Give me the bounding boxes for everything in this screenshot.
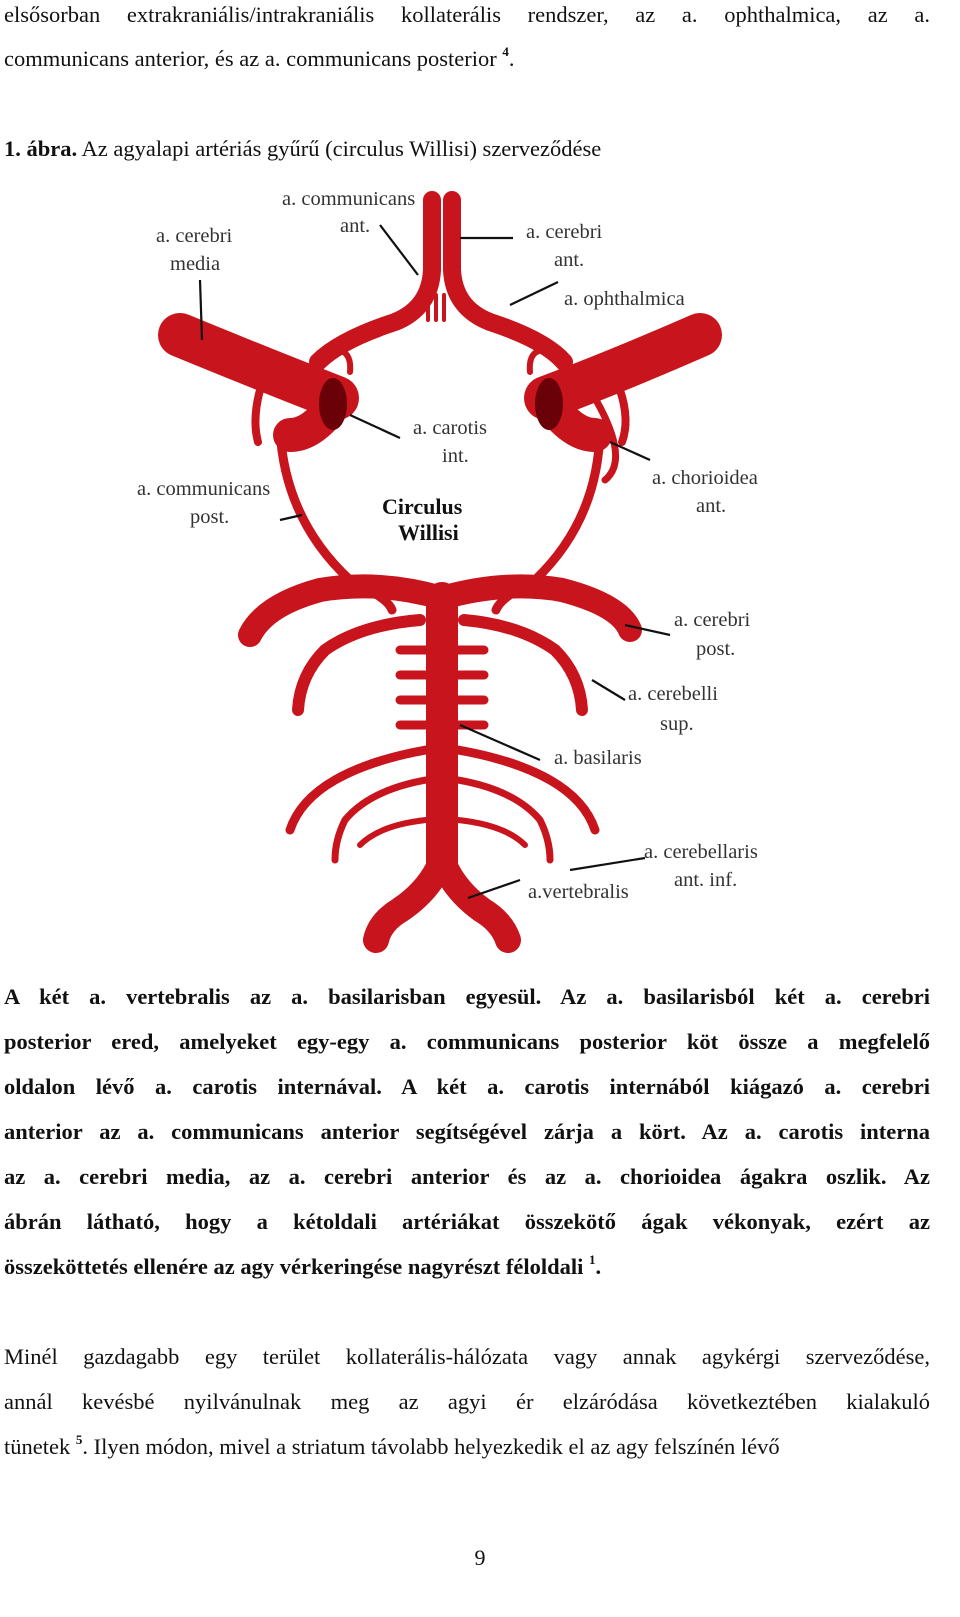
- label-cerebri-post-2: post.: [696, 638, 736, 660]
- bold-paragraph-line-7-end: .: [595, 1254, 602, 1279]
- bold-paragraph-line-7: [4, 1254, 930, 1280]
- leader-cerebellaris: [570, 858, 645, 870]
- bold-paragraph-line-4: anterior az a. communicans anterior segítségével zárja a kört. Az a. carotis interna: [4, 1119, 930, 1144]
- left-vertebral-vessel: [376, 860, 442, 940]
- intro-line-2-end: .: [508, 46, 515, 71]
- paragraph-2-line-3-start: tünetek: [4, 1434, 71, 1459]
- footnote-ref: 4: [502, 44, 509, 59]
- label-cerebri-ant-2: ant.: [554, 249, 585, 271]
- bold-paragraph-line-1: A két a. vertebralis az a. basilarisban egyesül. Az a. basilarisból két a. cerebri: [4, 984, 930, 1009]
- label-communicans-ant-2: ant.: [340, 215, 371, 237]
- right-anterior-inferior-cerebellar-vessel: [458, 820, 525, 845]
- intro-line-1: elsősorban extrakraniális/intrakraniális kollaterális rendszer, az a. ophthalmica, az a.: [4, 2, 930, 27]
- left-carotid-section: [319, 378, 347, 430]
- right-carotid-section: [535, 378, 563, 430]
- label-carotis-2: int.: [442, 445, 469, 467]
- bold-paragraph-line-5: az a. cerebri media, az a. cerebri anterior és az a. chorioidea ágakra oszlik. Az: [4, 1164, 930, 1189]
- label-cerebellaris-2: ant. inf.: [674, 869, 738, 891]
- left-posterior-cerebral-vessel: [250, 586, 442, 635]
- bold-paragraph-line-6: ábrán látható, hogy a kétoldali artériákat összekötő ágak vékonyak, ezért az: [4, 1209, 930, 1234]
- label-carotis-1: a. carotis: [413, 417, 487, 439]
- paragraph-2-line-2: annál kevésbé nyilvánulnak meg az agyi ér elzáródása következtében kialakuló: [4, 1389, 930, 1414]
- label-cerebri-post-1: a. cerebri: [674, 609, 751, 631]
- bold-paragraph-line-7-text: összeköttetés ellenére az agy vérkeringése nagyrészt féloldali: [4, 1254, 584, 1279]
- label-circulus-2: Willisi: [398, 520, 459, 545]
- label-ophthalmica: a. ophthalmica: [564, 288, 685, 310]
- figure-title: Az agyalapi artériás gyűrű (circulus Willisi) szerveződése: [81, 136, 602, 161]
- figure-number: 1. ábra.: [4, 136, 78, 161]
- leader-cerebelli-sup: [592, 680, 625, 700]
- leader-carotis: [350, 415, 400, 438]
- label-cerebri-media-2: media: [170, 253, 221, 275]
- figure-caption: [4, 136, 930, 162]
- bold-paragraph-line-2: posterior ered, amelyeket egy-egy a. communicans posterior köt össze a megfelelő: [4, 1029, 930, 1054]
- footnote-ref: 5: [75, 1432, 83, 1447]
- leader-ophthalmica: [510, 282, 558, 305]
- paragraph-2-line-3: [4, 1434, 930, 1460]
- intro-line-2: [4, 46, 930, 72]
- artery-drawing: [180, 200, 700, 940]
- left-small-branch: [255, 390, 260, 442]
- label-basilaris: a. basilaris: [554, 747, 642, 769]
- bold-paragraph-line-3: oldalon lévő a. carotis internával. A két a. carotis internából kiágazó a. cerebri: [4, 1074, 930, 1099]
- paragraph-2-line-3-rest: . Ilyen módon, mivel a striatum távolabb helyezkedik el az agy felszínén lévő: [82, 1434, 780, 1459]
- label-communicans-ant-1: a. communicans: [282, 188, 416, 210]
- label-cerebri-media-1: a. cerebri: [156, 225, 233, 247]
- leader-comm-ant: [380, 225, 418, 275]
- label-chorioidea-2: ant.: [696, 495, 727, 517]
- footnote-ref: 1: [589, 1252, 596, 1267]
- label-cerebri-ant-1: a. cerebri: [526, 221, 603, 243]
- circle-of-willis-diagram: [130, 180, 790, 955]
- paragraph-2-line-1: Minél gazdagabb egy terület kollaterális-hálózata vagy annak agykérgi szerveződése,: [4, 1344, 930, 1369]
- left-anterior-inferior-cerebellar-vessel: [360, 820, 426, 845]
- label-communicans-post-1: a. communicans: [137, 478, 271, 500]
- label-chorioidea-1: a. chorioidea: [652, 467, 758, 489]
- label-cerebelli-sup-1: a. cerebelli: [628, 683, 718, 705]
- intro-line-2-text: communicans anterior, és az a. communicans posterior: [4, 46, 497, 71]
- label-communicans-post-2: post.: [190, 506, 230, 528]
- label-vertebralis: a.vertebralis: [528, 881, 629, 903]
- left-side-branch: [290, 750, 426, 830]
- left-anterior-cerebral-vessel: [318, 200, 432, 362]
- label-cerebelli-sup-2: sup.: [660, 713, 694, 735]
- right-small-branch: [620, 390, 626, 442]
- page-number: 9: [474, 1545, 486, 1570]
- label-circulus-1: Circulus: [382, 494, 463, 519]
- right-vertebral-vessel: [442, 860, 508, 940]
- label-cerebellaris-1: a. cerebellaris: [644, 841, 758, 863]
